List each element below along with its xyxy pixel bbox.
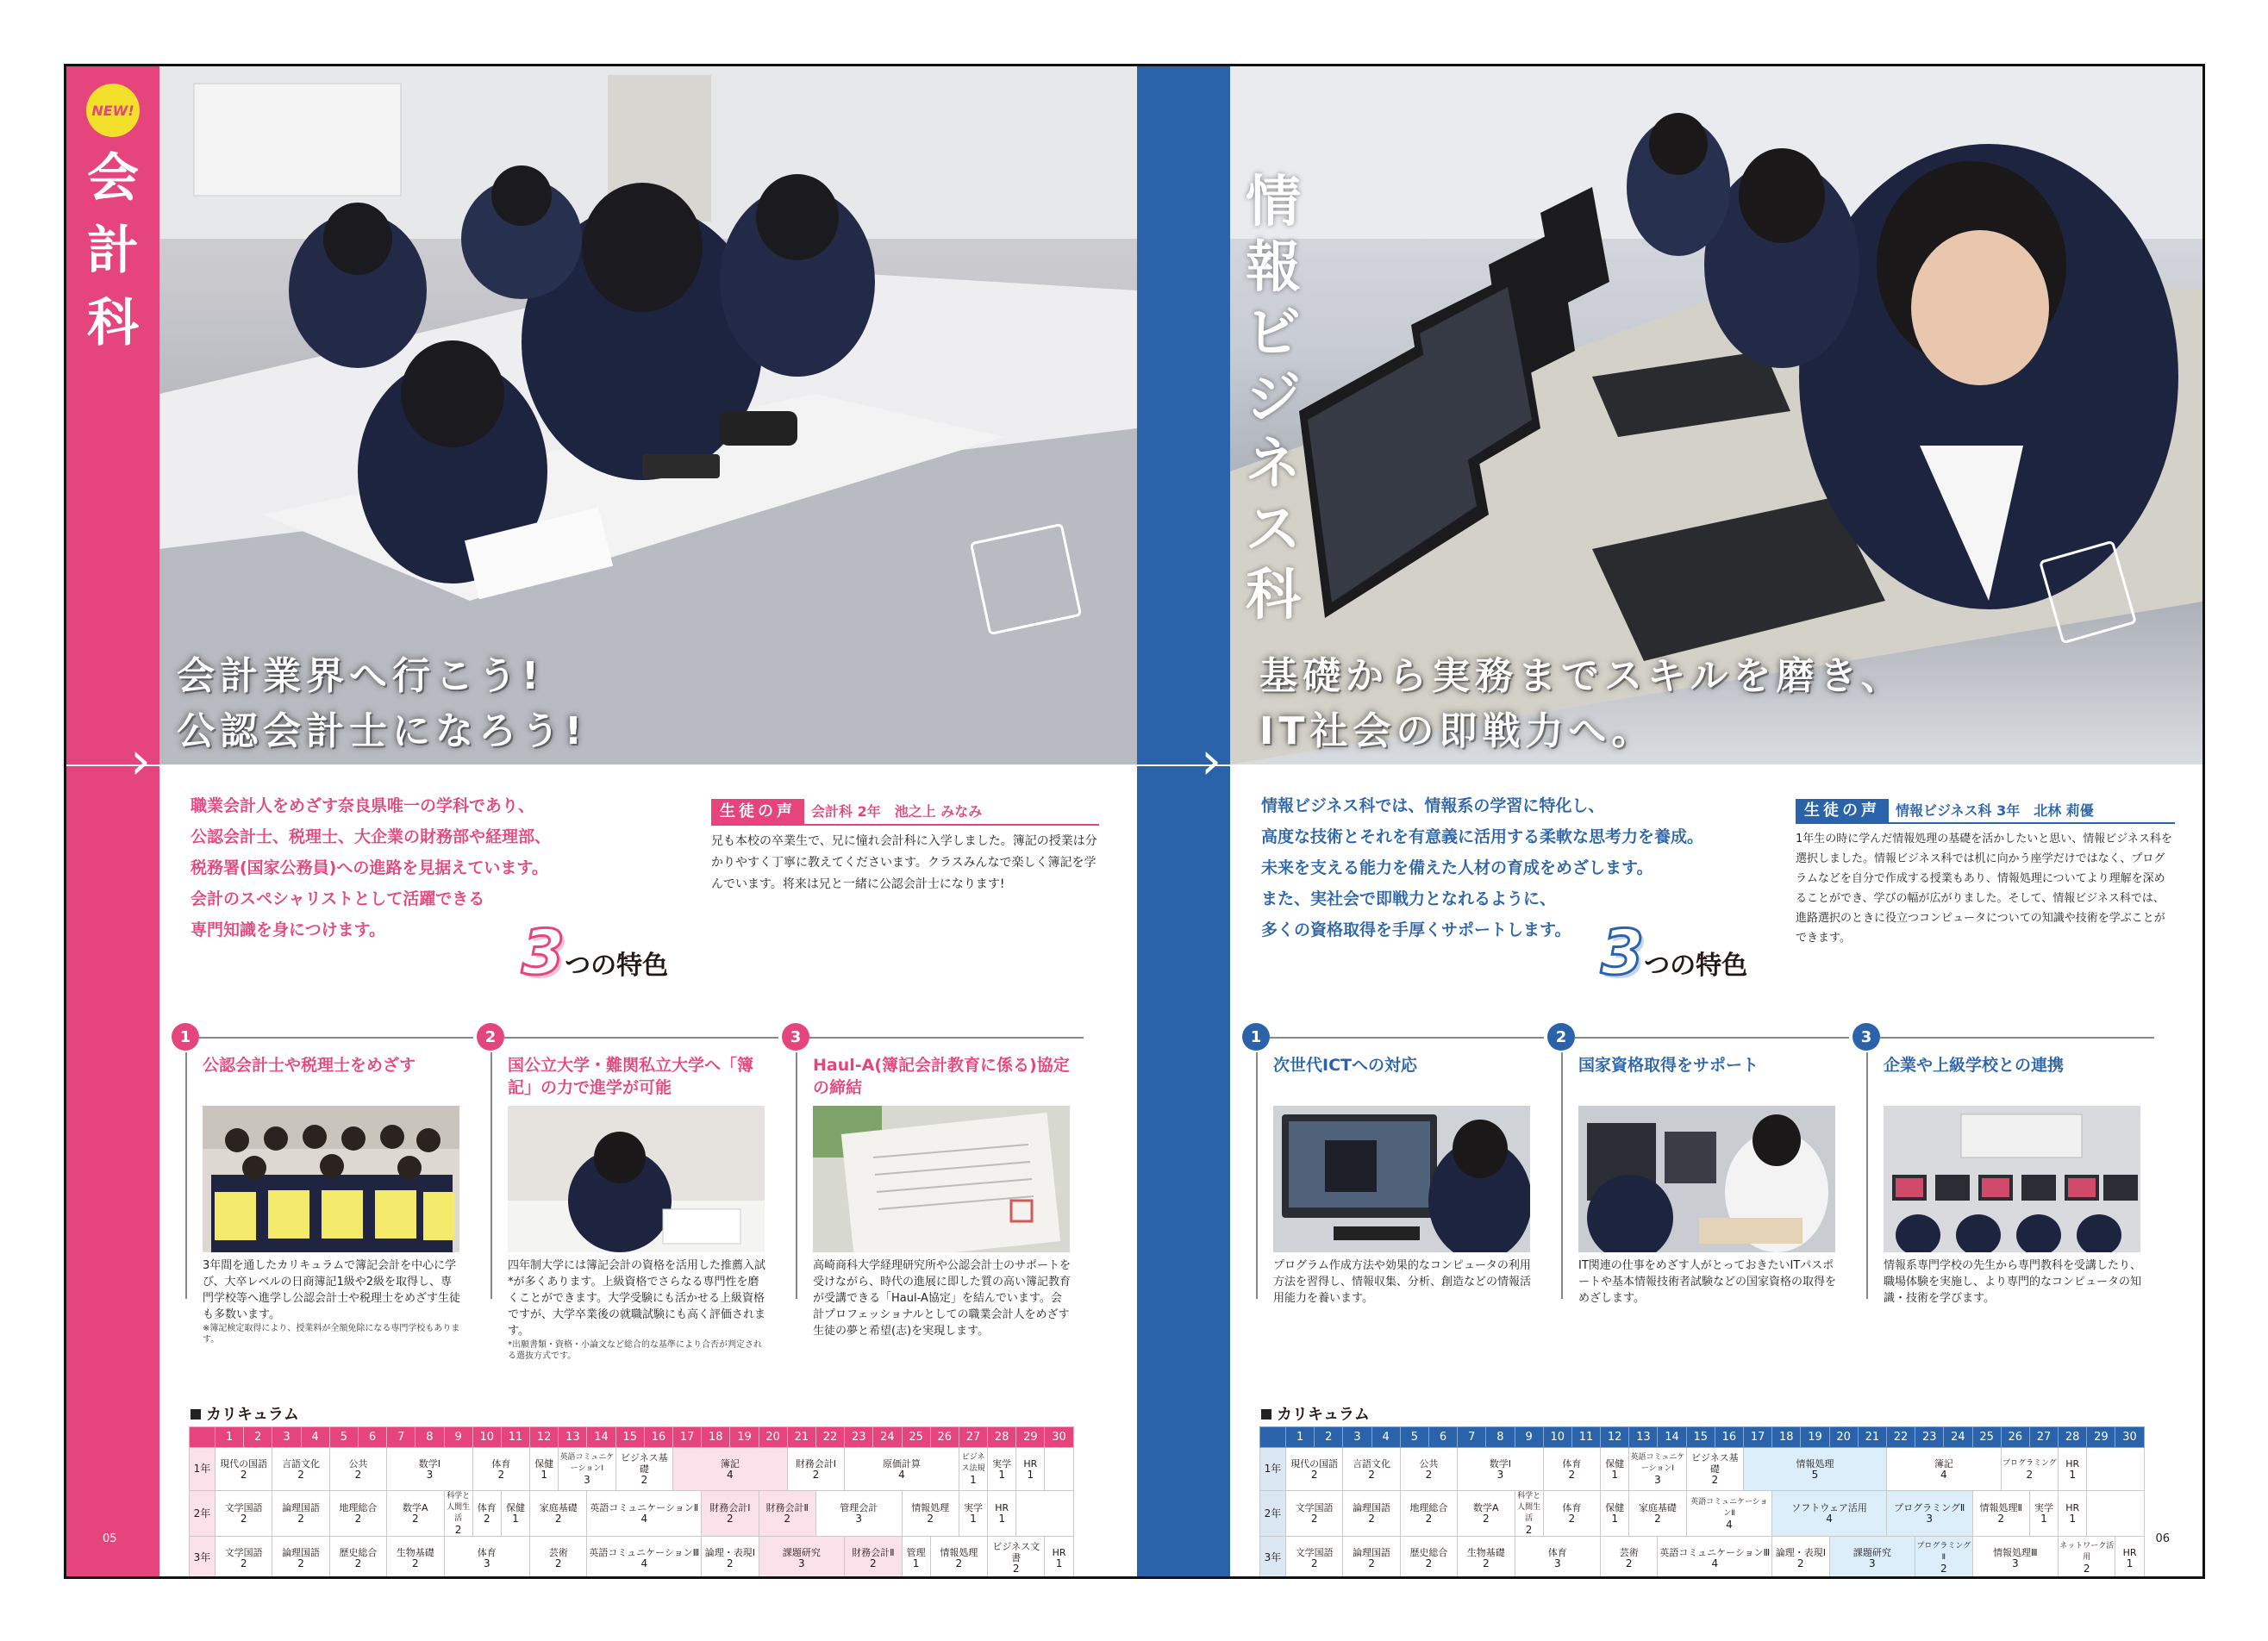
- subject-cell: 保健 1: [501, 1491, 529, 1537]
- intro-text: [191, 790, 673, 945]
- period-header: 28: [988, 1427, 1016, 1448]
- subject-cell: プログラミング 2: [2001, 1448, 2058, 1491]
- subject-cell: 情報処理Ⅱ 2: [1972, 1491, 2029, 1537]
- curriculum-row: [190, 1448, 1074, 1491]
- period-header: 7: [387, 1427, 415, 1448]
- feature-number: 3: [1853, 1023, 1880, 1051]
- period-header: 19: [1801, 1427, 1829, 1448]
- subject-cell: 財務会計Ⅱ 2: [845, 1537, 902, 1577]
- period-header: 8: [415, 1427, 444, 1448]
- content-area: [1230, 764, 2205, 1576]
- subject-cell: 財務会計Ⅱ 2: [759, 1491, 815, 1537]
- subject-cell: HR 1: [1045, 1537, 1073, 1577]
- subject-cell: HR 1: [2059, 1491, 2087, 1537]
- dept-title-info-business: [1230, 153, 1316, 628]
- year-cell: 1年: [190, 1448, 216, 1491]
- features-heading-number: 3: [1601, 916, 1645, 989]
- subject-cell: 財務会計Ⅰ 2: [702, 1491, 759, 1537]
- period-header: 28: [2059, 1427, 2087, 1448]
- subject-cell: 論理国語 2: [1343, 1491, 1400, 1537]
- subject-cell: ビジネス法規 1: [959, 1448, 987, 1491]
- subject-cell: 数学Ⅰ 3: [1458, 1448, 1544, 1491]
- subject-cell: 体育 2: [472, 1491, 501, 1537]
- subject-cell: 歴史総合 2: [1400, 1537, 1457, 1577]
- period-header: 11: [1571, 1427, 1600, 1448]
- subject-cell: 英語コミュニケーションⅡ 4: [587, 1491, 702, 1537]
- year-cell: 3年: [1260, 1537, 1286, 1577]
- feature-title: Haul-A(簿記会計教育に係る)協定の締結: [813, 1056, 1070, 1097]
- feature-body: 3年間を通したカリキュラムで簿記会計を中心に学び、大卒レベルの日商簿記1級や2級を取得し、専門学校等へ進学し公認会計士や税理士をめざす生徒も多数います。: [203, 1259, 461, 1321]
- subject-cell: 体育 3: [1515, 1537, 1601, 1577]
- empty-cell: [2087, 1491, 2144, 1537]
- dept-title-accounting: [66, 66, 159, 359]
- subject-cell: 家庭基礎 2: [1629, 1491, 1686, 1537]
- subject-cell: 地理総合 2: [329, 1491, 386, 1537]
- subject-cell: 論理国語 2: [272, 1491, 329, 1537]
- period-header: 27: [959, 1427, 987, 1448]
- curriculum-label-text: カリキュラム: [1277, 1406, 1370, 1424]
- period-header: 10: [472, 1427, 501, 1448]
- feature-number: 1: [1242, 1023, 1270, 1051]
- subject-cell: 管理会計 3: [815, 1491, 902, 1537]
- features-heading: [522, 916, 669, 989]
- accounting-page: [66, 66, 1137, 1576]
- period-header: 22: [1886, 1427, 1915, 1448]
- period-header: 3: [1343, 1427, 1371, 1448]
- period-header: 13: [1629, 1427, 1658, 1448]
- subject-cell: 生物基礎 2: [387, 1537, 444, 1577]
- subject-cell: 家庭基礎 2: [530, 1491, 587, 1537]
- voice-text: 兄も本校の卒業生で、兄に憧れ会計科に入学しました。簿記の授業は分かりやすく丁寧に教えてくださいます。クラスみんなで楽しく簿記を学んでいます。将来は兄と一緒に公認会計士になります!: [711, 834, 1097, 891]
- year-cell: 1年: [1260, 1448, 1286, 1491]
- intro-line: 多くの資格取得を手厚くサポートします。: [1261, 920, 1571, 939]
- subject-cell: 数学Ⅰ 3: [387, 1448, 473, 1491]
- year-cell: 3年: [190, 1537, 216, 1577]
- feature-body: プログラム作成方法や効果的なコンピュータの利用方法を習得し、情報収集、分析、創造などの情報活用能力を養います。: [1273, 1259, 1532, 1305]
- period-header: 7: [1458, 1427, 1486, 1448]
- feature-item: [1547, 1023, 1849, 1325]
- period-header: 30: [2115, 1427, 2144, 1448]
- title-char: 科: [87, 293, 139, 353]
- empty-cell: [1016, 1491, 1073, 1537]
- period-header: 10: [1543, 1427, 1571, 1448]
- subject-cell: 実学 1: [988, 1448, 1016, 1491]
- students-holding-signs-photo: [203, 1106, 459, 1252]
- period-header: 24: [873, 1427, 902, 1448]
- computer-classroom-photo: [1884, 1106, 2140, 1252]
- subject-cell: 簿記 4: [673, 1448, 788, 1491]
- subject-cell: プログラミングⅡ 3: [1886, 1491, 1972, 1537]
- features-list: [1242, 1023, 2190, 1325]
- period-header: 29: [2087, 1427, 2115, 1448]
- band-overlay: [1137, 66, 1230, 764]
- subject-cell: HR 1: [2115, 1537, 2144, 1577]
- intro-line: 税務署(国家公務員)への進路を見据えています。: [191, 858, 548, 877]
- feature-title: 公認会計士や税理士をめざす: [203, 1056, 416, 1075]
- period-header: 9: [444, 1427, 472, 1448]
- subject-cell: 言語文化 2: [1343, 1448, 1400, 1491]
- period-header: 8: [1486, 1427, 1515, 1448]
- subject-cell: 実学 1: [959, 1491, 987, 1537]
- student-voice: [1796, 799, 2175, 948]
- voice-tag: 生徒の声: [1796, 799, 1889, 822]
- feature-text: [813, 1257, 1072, 1339]
- feature-note: *出願書類・資格・小論文など総合的な基準により合否が判定される選抜方式です。: [508, 1340, 762, 1361]
- subject-cell: 公共 2: [329, 1448, 386, 1491]
- intro-line: 未来を支える能力を備えた人材の育成をめざします。: [1261, 858, 1653, 877]
- subject-cell: 英語コミュニケーションⅢ 4: [587, 1537, 702, 1577]
- student-studying-photo: [508, 1106, 765, 1252]
- subject-cell: 芸術 2: [530, 1537, 587, 1577]
- period-header: 26: [2001, 1427, 2029, 1448]
- table-corner: [190, 1427, 216, 1448]
- feature-text: [203, 1257, 461, 1345]
- catchphrase: [177, 649, 587, 759]
- subject-cell: 文学国語 2: [1286, 1491, 1343, 1537]
- subject-cell: 情報処理 2: [930, 1537, 987, 1577]
- period-header: 11: [501, 1427, 529, 1448]
- period-header: 23: [845, 1427, 873, 1448]
- subject-cell: 歴史総合 2: [329, 1537, 386, 1577]
- subject-cell: 保健 1: [530, 1448, 559, 1491]
- subject-cell: 英語コミュニケーションⅠ 3: [1629, 1448, 1686, 1491]
- period-header: 19: [730, 1427, 759, 1448]
- subject-cell: 芸術 2: [1601, 1537, 1658, 1577]
- period-header: 20: [759, 1427, 787, 1448]
- feature-body: IT関連の仕事をめざす人がとっておきたいITパスポートや基本情報技術者試験などの国家資格の取得をめざします。: [1578, 1259, 1837, 1305]
- period-header: 18: [702, 1427, 730, 1448]
- curriculum-label: [191, 1402, 299, 1425]
- period-header: 17: [673, 1427, 702, 1448]
- period-header: 23: [1915, 1427, 1944, 1448]
- subject-cell: 地理総合 2: [1400, 1491, 1457, 1537]
- feature-text: [1578, 1257, 1837, 1307]
- subject-cell: 英語コミュニケーションⅠ 3: [559, 1448, 615, 1491]
- subject-cell: 保健 1: [1601, 1491, 1629, 1537]
- feature-item: [1853, 1023, 2154, 1325]
- subject-cell: 情報処理 5: [1744, 1448, 1887, 1491]
- catch-line: 基礎から実務までスキルを磨き、: [1259, 654, 1904, 698]
- subject-cell: 課題研究 3: [759, 1537, 845, 1577]
- feature-title: 国公立大学・難関私立大学へ「簿記」の力で進学が可能: [508, 1056, 754, 1097]
- period-header: 2: [244, 1427, 272, 1448]
- subject-cell: プログラミングⅡ 2: [1915, 1537, 1972, 1577]
- period-header: 1: [1286, 1427, 1315, 1448]
- catch-line: 公認会計士になろう!: [177, 709, 588, 753]
- feature-item: [172, 1023, 473, 1345]
- feature-number: 1: [172, 1023, 199, 1051]
- feature-body: 高崎商科大学経理研究所や公認会計士のサポートを受けながら、時代の進展に即した質の高い簿記教育が受講できる「Haul-A協定」を結んでいます。会計プロフェッショナルとしての職業会計人をめざす生徒の夢と希望(志)を実現します。: [813, 1259, 1072, 1338]
- title-char: 科: [1246, 564, 1301, 627]
- curriculum-row: [1260, 1491, 2145, 1537]
- period-header: 26: [930, 1427, 959, 1448]
- period-header: 4: [1371, 1427, 1400, 1448]
- curriculum-row: [190, 1537, 1074, 1577]
- empty-cell: [1045, 1448, 1073, 1491]
- subject-cell: 情報処理 2: [902, 1491, 959, 1537]
- period-header: 16: [1715, 1427, 1743, 1448]
- feature-item: [477, 1023, 778, 1361]
- subject-cell: HR 1: [988, 1491, 1016, 1537]
- period-header: 15: [1686, 1427, 1715, 1448]
- curriculum-row: [190, 1491, 1074, 1537]
- subject-cell: 英語コミュニケーションⅡ 4: [1686, 1491, 1772, 1537]
- period-header: 14: [1658, 1427, 1686, 1448]
- subject-cell: 生物基礎 2: [1458, 1537, 1515, 1577]
- period-header: 25: [902, 1427, 930, 1448]
- curriculum-table: [189, 1426, 1074, 1576]
- period-header: 13: [559, 1427, 587, 1448]
- feature-item: [1242, 1023, 1544, 1325]
- curriculum-row: [1260, 1537, 2145, 1577]
- period-header: 25: [1972, 1427, 2001, 1448]
- subject-cell: ビジネス基礎 2: [615, 1448, 672, 1491]
- subject-cell: 簿記 4: [1886, 1448, 2001, 1491]
- page-number: 05: [103, 1532, 117, 1545]
- period-header: 2: [1315, 1427, 1343, 1448]
- arrow-right-icon: ›: [130, 731, 151, 791]
- period-header: 20: [1829, 1427, 1858, 1448]
- period-header: 14: [587, 1427, 615, 1448]
- year-cell: 2年: [190, 1491, 216, 1537]
- subject-cell: 公共 2: [1400, 1448, 1457, 1491]
- features-heading-text: つの特色: [565, 951, 669, 981]
- subject-cell: 数学A 2: [387, 1491, 444, 1537]
- subject-cell: ビジネス基礎 2: [1686, 1448, 1743, 1491]
- student-at-monitor-photo: [1273, 1106, 1530, 1252]
- subject-cell: 管理 1: [902, 1537, 930, 1577]
- arrow-right-icon: ›: [1201, 731, 1221, 791]
- content-area: [159, 764, 1137, 1576]
- subject-cell: 保健 1: [1601, 1448, 1629, 1491]
- period-header: 17: [1744, 1427, 1772, 1448]
- title-char: ビ: [1246, 302, 1301, 365]
- period-header: 16: [644, 1427, 672, 1448]
- features-list: [172, 1023, 1120, 1361]
- feature-title: 次世代ICTへの対応: [1273, 1056, 1417, 1075]
- subject-cell: HR 1: [2059, 1448, 2087, 1491]
- period-header: 22: [815, 1427, 844, 1448]
- subject-cell: 文学国語 2: [216, 1491, 272, 1537]
- feature-note: ※簿記検定取得により、授業料が全額免除になる専門学校もあります。: [203, 1324, 460, 1345]
- subject-cell: 論理・表現Ⅰ 2: [1772, 1537, 1829, 1577]
- period-header: 21: [1858, 1427, 1886, 1448]
- student-voice: [711, 799, 1099, 895]
- subject-cell: 現代の国語 2: [1286, 1448, 1343, 1491]
- catchphrase: [1259, 649, 1904, 759]
- period-header: 30: [1045, 1427, 1073, 1448]
- feature-text: [508, 1257, 766, 1362]
- period-header: 29: [1016, 1427, 1045, 1448]
- curriculum-table: [1259, 1426, 2145, 1576]
- intro-line: 専門知識を身につけます。: [191, 920, 386, 939]
- subject-cell: ビジネス文書 2: [988, 1537, 1045, 1577]
- subject-cell: 現代の国語 2: [216, 1448, 272, 1491]
- subject-cell: 情報処理Ⅲ 3: [1972, 1537, 2059, 1577]
- features-heading-number: 3: [522, 916, 565, 989]
- intro-line: 職業会計人をめざす奈良県唯一の学科であり、: [191, 796, 535, 815]
- period-header: 12: [530, 1427, 559, 1448]
- subject-cell: 体育 2: [472, 1448, 529, 1491]
- agreement-document-photo: [813, 1106, 1070, 1252]
- table-corner: [1260, 1427, 1286, 1448]
- period-header: 18: [1772, 1427, 1801, 1448]
- voice-tag: 生徒の声: [711, 799, 804, 824]
- period-header: 6: [358, 1427, 386, 1448]
- title-char: ネ: [1246, 433, 1301, 496]
- period-header: 5: [1400, 1427, 1428, 1448]
- voice-student-name: 会計科 2年 池之上 みなみ: [811, 803, 983, 820]
- voice-text: 1年生の時に学んだ情報処理の基礎を活かしたいと思い、情報ビジネス科を選択しました。情報ビジネス科では机に向かう座学だけではなく、プログラムなどを自分で作成する授業もあり、情報処理についてより理解を深めることができ、学びの幅が広がりました。そして、情報ビジネス科では、進路選択のときに役立つコンピュータについての知識や技術を学ぶことができます。: [1796, 833, 2172, 945]
- intro-line: 会計のスペシャリストとして活躍できる: [191, 889, 485, 908]
- subject-cell: 論理・表現Ⅰ 2: [702, 1537, 759, 1577]
- curriculum-label-text: カリキュラム: [206, 1406, 299, 1424]
- empty-cell: [2087, 1448, 2144, 1491]
- period-header: 4: [301, 1427, 329, 1448]
- subject-cell: 数学A 2: [1458, 1491, 1515, 1537]
- intro-text: [1261, 790, 1778, 945]
- info-business-page: [1137, 66, 2205, 1576]
- page-number: 06: [2155, 1532, 2170, 1545]
- intro-line: 公認会計士、税理士、大企業の財務部や経理部、: [191, 827, 552, 846]
- title-char: 報: [1246, 236, 1301, 300]
- subject-cell: 論理国語 2: [272, 1537, 329, 1577]
- period-header: 6: [1428, 1427, 1457, 1448]
- subject-cell: ネットワーク活用 2: [2059, 1537, 2115, 1577]
- subject-cell: 原価計算 4: [845, 1448, 959, 1491]
- subject-cell: 文学国語 2: [216, 1537, 272, 1577]
- subject-cell: 体育 2: [1543, 1448, 1600, 1491]
- students-in-lab-photo: [1578, 1106, 1835, 1252]
- subject-cell: 科学と人間生活 2: [1515, 1491, 1543, 1537]
- intro-line: 情報ビジネス科では、情報系の学習に特化し、: [1261, 796, 1605, 815]
- feature-text: [1273, 1257, 1532, 1307]
- subject-cell: 英語コミュニケーションⅢ 4: [1658, 1537, 1772, 1577]
- year-cell: 2年: [1260, 1491, 1286, 1537]
- new-badge: NEW!: [86, 84, 140, 137]
- period-header: 5: [329, 1427, 358, 1448]
- period-header: 24: [1944, 1427, 1972, 1448]
- subject-cell: 科学と人間生活 2: [444, 1491, 472, 1537]
- curriculum-row: [1260, 1448, 2145, 1491]
- title-char: 会: [87, 148, 139, 209]
- feature-number: 3: [782, 1023, 809, 1051]
- subject-cell: 体育 2: [1543, 1491, 1600, 1537]
- period-header: 1: [216, 1427, 244, 1448]
- period-header: 3: [272, 1427, 301, 1448]
- title-char: ジ: [1246, 367, 1301, 431]
- feature-body: 四年制大学には簿記会計の資格を活用した推薦入試*が多くあります。上級資格でさらなる専門性を磨くことができます。大学受験にも活かせる上級資格ですが、大学卒業後の就職試験にも高く評価されます。: [508, 1259, 766, 1338]
- curriculum-label: [1261, 1402, 1370, 1425]
- feature-title: 国家資格取得をサポート: [1578, 1056, 1759, 1075]
- intro-line: 高度な技術とそれを有意義に活用する柔軟な思考力を養成。: [1261, 827, 1704, 846]
- feature-item: [782, 1023, 1084, 1338]
- subject-cell: 実学 1: [2029, 1491, 2058, 1537]
- subject-cell: 課題研究 3: [1829, 1537, 1915, 1577]
- memo-doodle-icon: [970, 523, 1082, 635]
- feature-number: 2: [1547, 1023, 1575, 1051]
- period-header: 9: [1515, 1427, 1543, 1448]
- subject-cell: 言語文化 2: [272, 1448, 329, 1491]
- period-header: 21: [787, 1427, 815, 1448]
- period-header: 12: [1601, 1427, 1629, 1448]
- brochure-spread: [64, 64, 2205, 1579]
- feature-title: 企業や上級学校との連携: [1884, 1056, 2065, 1075]
- catch-line: IT社会の即戦力へ。: [1259, 709, 1655, 753]
- features-heading-text: つの特色: [1644, 951, 1748, 981]
- title-char: 計: [87, 221, 139, 281]
- period-header: 27: [2029, 1427, 2058, 1448]
- catch-line: 会計業界へ行こう!: [177, 654, 545, 698]
- title-char: 情: [1246, 171, 1301, 234]
- voice-student-name: 情報ビジネス科 3年 北林 莉優: [1896, 802, 2094, 819]
- subject-cell: 論理国語 2: [1343, 1537, 1400, 1577]
- intro-line: また、実社会で即戦力となれるように、: [1261, 889, 1557, 908]
- subject-cell: 体育 3: [444, 1537, 530, 1577]
- subject-cell: ソフトウェア活用 4: [1772, 1491, 1887, 1537]
- feature-number: 2: [477, 1023, 504, 1051]
- subject-cell: 財務会計Ⅰ 2: [787, 1448, 844, 1491]
- subject-cell: HR 1: [1016, 1448, 1045, 1491]
- feature-text: [1884, 1257, 2142, 1307]
- title-char: ス: [1246, 498, 1301, 562]
- features-heading: [1601, 916, 1748, 989]
- period-header: 15: [615, 1427, 644, 1448]
- subject-cell: 文学国語 2: [1286, 1537, 1343, 1577]
- feature-body: 情報系専門学校の先生から専門教科を受講したり、職場体験を実施し、より専門的なコンピュータの知識・技術を学びます。: [1884, 1259, 2142, 1305]
